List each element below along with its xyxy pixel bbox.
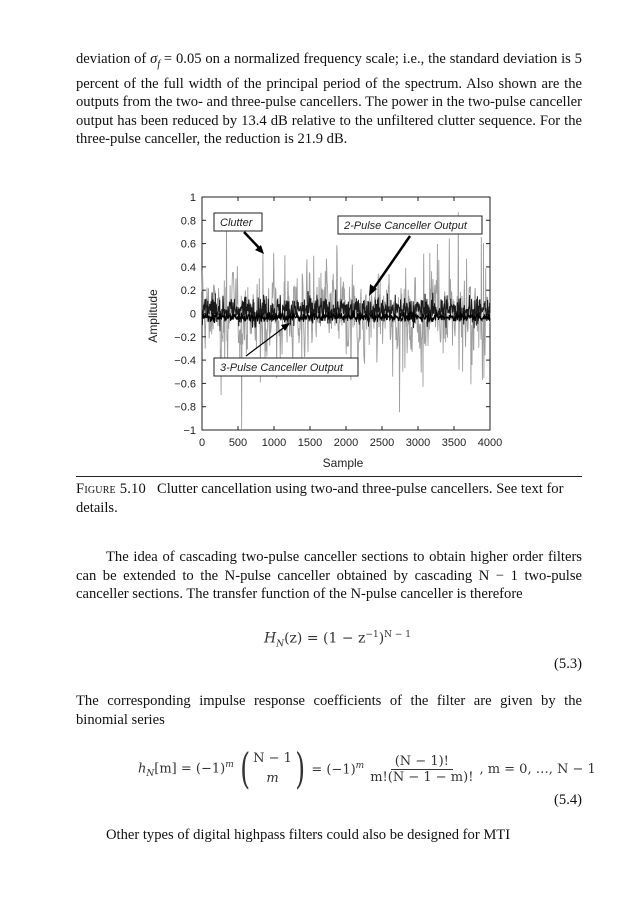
x-tick-label: 3000: [405, 437, 431, 449]
paragraph-4: Other types of digital highpass filters could also be designed for MTI: [106, 827, 511, 843]
caption-rule: [76, 476, 582, 477]
eq53-close: ): [378, 630, 385, 647]
x-tick-label: 0: [198, 437, 206, 449]
three-pulse-label: 3-Pulse Canceller Output: [220, 362, 343, 374]
y-tick-label: 0.6: [180, 238, 196, 251]
y-tick-label: −0.2: [174, 331, 196, 344]
eq54-h-sub: N: [146, 768, 155, 779]
equation-5-3: [264, 630, 411, 649]
x-tick-label: 2500: [369, 437, 395, 449]
equation-number-5-4: (5.4): [554, 792, 582, 808]
eq53-sup2: N − 1: [384, 630, 412, 640]
eq53-sub: N: [276, 639, 285, 650]
eq54-range: , m = 0, …, N − 1: [479, 761, 596, 777]
paragraph-2: The idea of cascading two-pulse canceller sections to obtain higher order filters can be extended to the N-pulse canceller obtained by cascading N − 1 two-pulse canceller sections. The transfer function of the N-pulse canceller is therefore: [76, 549, 582, 603]
x-tick-label: 4000: [477, 437, 503, 449]
y-tick-label: 1: [189, 192, 196, 204]
binom-top: N − 1: [253, 751, 292, 766]
y-tick-label: 0.4: [180, 261, 196, 274]
two-pulse-label: 2-Pulse Canceller Output: [344, 220, 467, 232]
x-tick-label: 3500: [441, 437, 467, 449]
eq54-m-sup: m: [225, 759, 234, 770]
y-tick-label: −0.6: [174, 378, 196, 391]
equation-number-5-3: (5.3): [554, 656, 582, 672]
paragraph-3: The corresponding impulse response coefficients of the filter are given by the binomial series: [76, 693, 582, 728]
figure-label: Figure 5.10: [76, 481, 147, 497]
para1-pre: deviation of: [76, 51, 147, 67]
frac-denominator: m!(N − 1 − m)!: [370, 769, 474, 785]
eq53-sup1: −1: [365, 630, 379, 640]
clutter-label: Clutter: [220, 217, 253, 229]
eq54-lhs-rest: [m] = (−1): [154, 760, 226, 776]
sigma-symbol: σ: [150, 51, 158, 67]
x-tick-label: 2000: [333, 437, 359, 449]
figure-caption: [76, 480, 582, 518]
eq53-H: H: [264, 630, 277, 647]
x-axis-label: Sample: [322, 456, 364, 470]
frac-numerator: (N − 1)!: [391, 754, 453, 770]
y-tick-label: −0.4: [174, 355, 196, 368]
y-tick-label: 0.2: [180, 285, 196, 298]
eq53-mid: (z) = (1 − z: [284, 630, 366, 647]
y-axis-label: Amplitude: [146, 289, 160, 343]
y-tick-label: −1: [183, 425, 196, 437]
x-tick-label: 500: [228, 437, 248, 449]
x-tick-label: 1500: [297, 437, 323, 449]
sigma-subscript: f: [157, 58, 161, 70]
y-tick-label: −0.8: [174, 401, 196, 414]
binom-bottom: m: [266, 771, 279, 786]
x-tick-label: 1000: [261, 437, 287, 449]
y-tick-label: 0.8: [180, 215, 196, 228]
fraction: [368, 754, 475, 785]
y-tick-label: 0: [189, 308, 196, 321]
binomial: ( N − 1 m ): [240, 744, 306, 793]
eq54-eq2: = (−1): [311, 762, 356, 778]
para1-post: = 0.05 on a normalized frequency scale; i.e., the standard deviation is 5 percent of the full width of the principal period of the spectrum. Also shown are the outputs from the two- and three-pulse cancellers. The power in the two-pulse canceller output has been reduced by 13.4 dB relative to the unfiltered clutter sequence. For the three-pulse canceller, the reduction is 21.9 dB.: [76, 51, 582, 148]
eq54-m-sup2: m: [355, 760, 365, 771]
eq54-h: h: [138, 760, 147, 776]
equation-5-4: [138, 744, 596, 793]
caption-text: Clutter cancellation using two-and three-pulse cancellers. See text for details.: [76, 481, 564, 516]
